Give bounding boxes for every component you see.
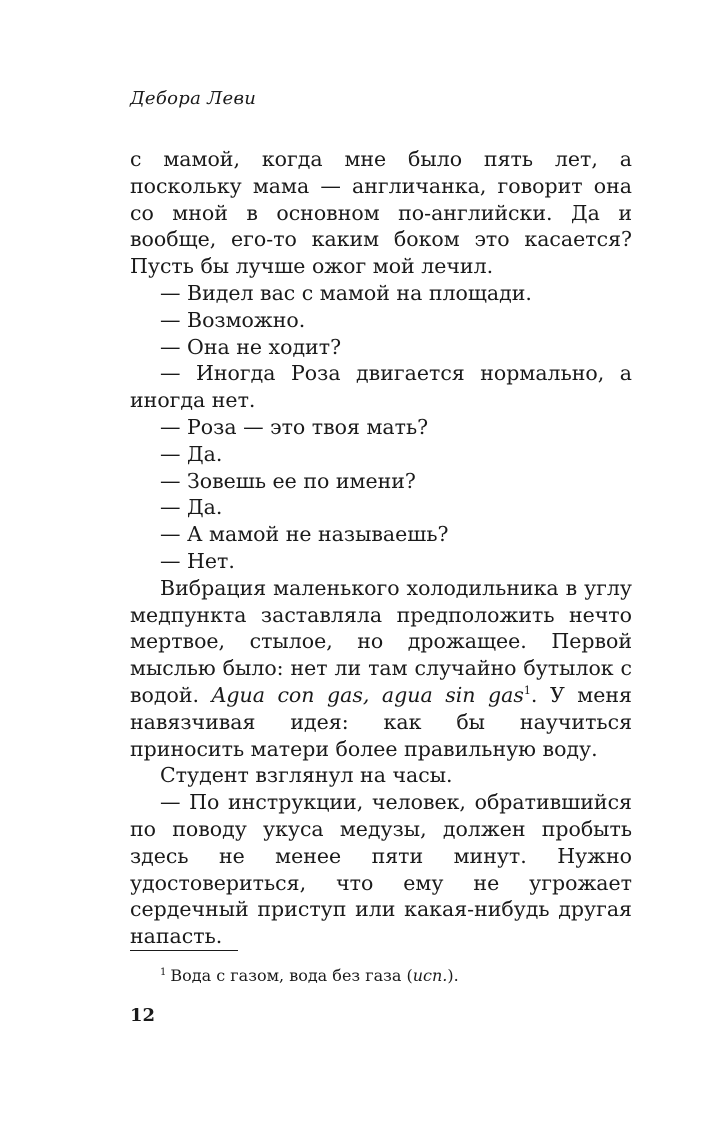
footnote-divider: [130, 950, 238, 951]
dialogue-line: — Видел вас с мамой на площади.: [160, 280, 532, 305]
footnote-text-italic: исп.: [412, 966, 448, 985]
dialogue-line: — Зовешь ее по имени?: [160, 468, 416, 493]
paragraph-vibration-start: Вибрация маленького холодильника в углу медпункта заставляла предположить нечто мертвое, стылое, но дрожащее. Первой мыслью было: нет ли там случайно бутылок с водой.: [130, 575, 632, 707]
dialogue-line: — А мамой не называешь?: [160, 522, 449, 547]
dialogue-line: — Да.: [160, 441, 223, 466]
footnote-reference: 1: [523, 684, 531, 698]
paragraph-instructions: — По инструкции, человек, обратившийся по поводу укуса медузы, должен пробыть здесь не менее пяти минут. Нужно удостовериться, что ему не угрожает сердечный приступ или какая-нибудь другая напасть.: [130, 790, 632, 949]
paragraph-vibration: [130, 575, 632, 763]
opening-paragraph: с мамой, когда мне было пять лет, а поскольку мама — англичанка, говорит она со мной в основном по-английски. Да и вообще, его-то каким боком это касается? Пусть бы лучше ожог мой лечил.: [130, 147, 632, 279]
footnote-marker: 1: [160, 966, 167, 978]
dialogue-line: — Нет.: [160, 548, 235, 573]
page-number: 12: [130, 1005, 156, 1026]
body-text: [130, 146, 632, 950]
paragraph-student: Студент взглянул на часы.: [160, 763, 453, 788]
footnote-text-start: Вода с газом, вода без газа (: [170, 966, 413, 985]
dialogue-line: — Возможно.: [160, 307, 306, 332]
running-header-author: Дебора Леви: [130, 88, 257, 109]
paragraph-vibration-end: . У меня навязчивая идея: как бы научиться приносить матери более правильную воду.: [130, 682, 632, 761]
footnote: [160, 966, 459, 986]
footnote-text-end: ).: [447, 966, 459, 985]
paragraph-vibration-italic: Agua con gas, agua sin gas: [211, 682, 524, 707]
dialogue-line: — Она не ходит?: [160, 334, 342, 359]
dialogue-line: — Иногда Роза двигается нормально, а иногда нет.: [130, 361, 632, 413]
dialogue-line: — Да.: [160, 495, 223, 520]
dialogue-line: — Роза — это твоя мать?: [160, 414, 429, 439]
